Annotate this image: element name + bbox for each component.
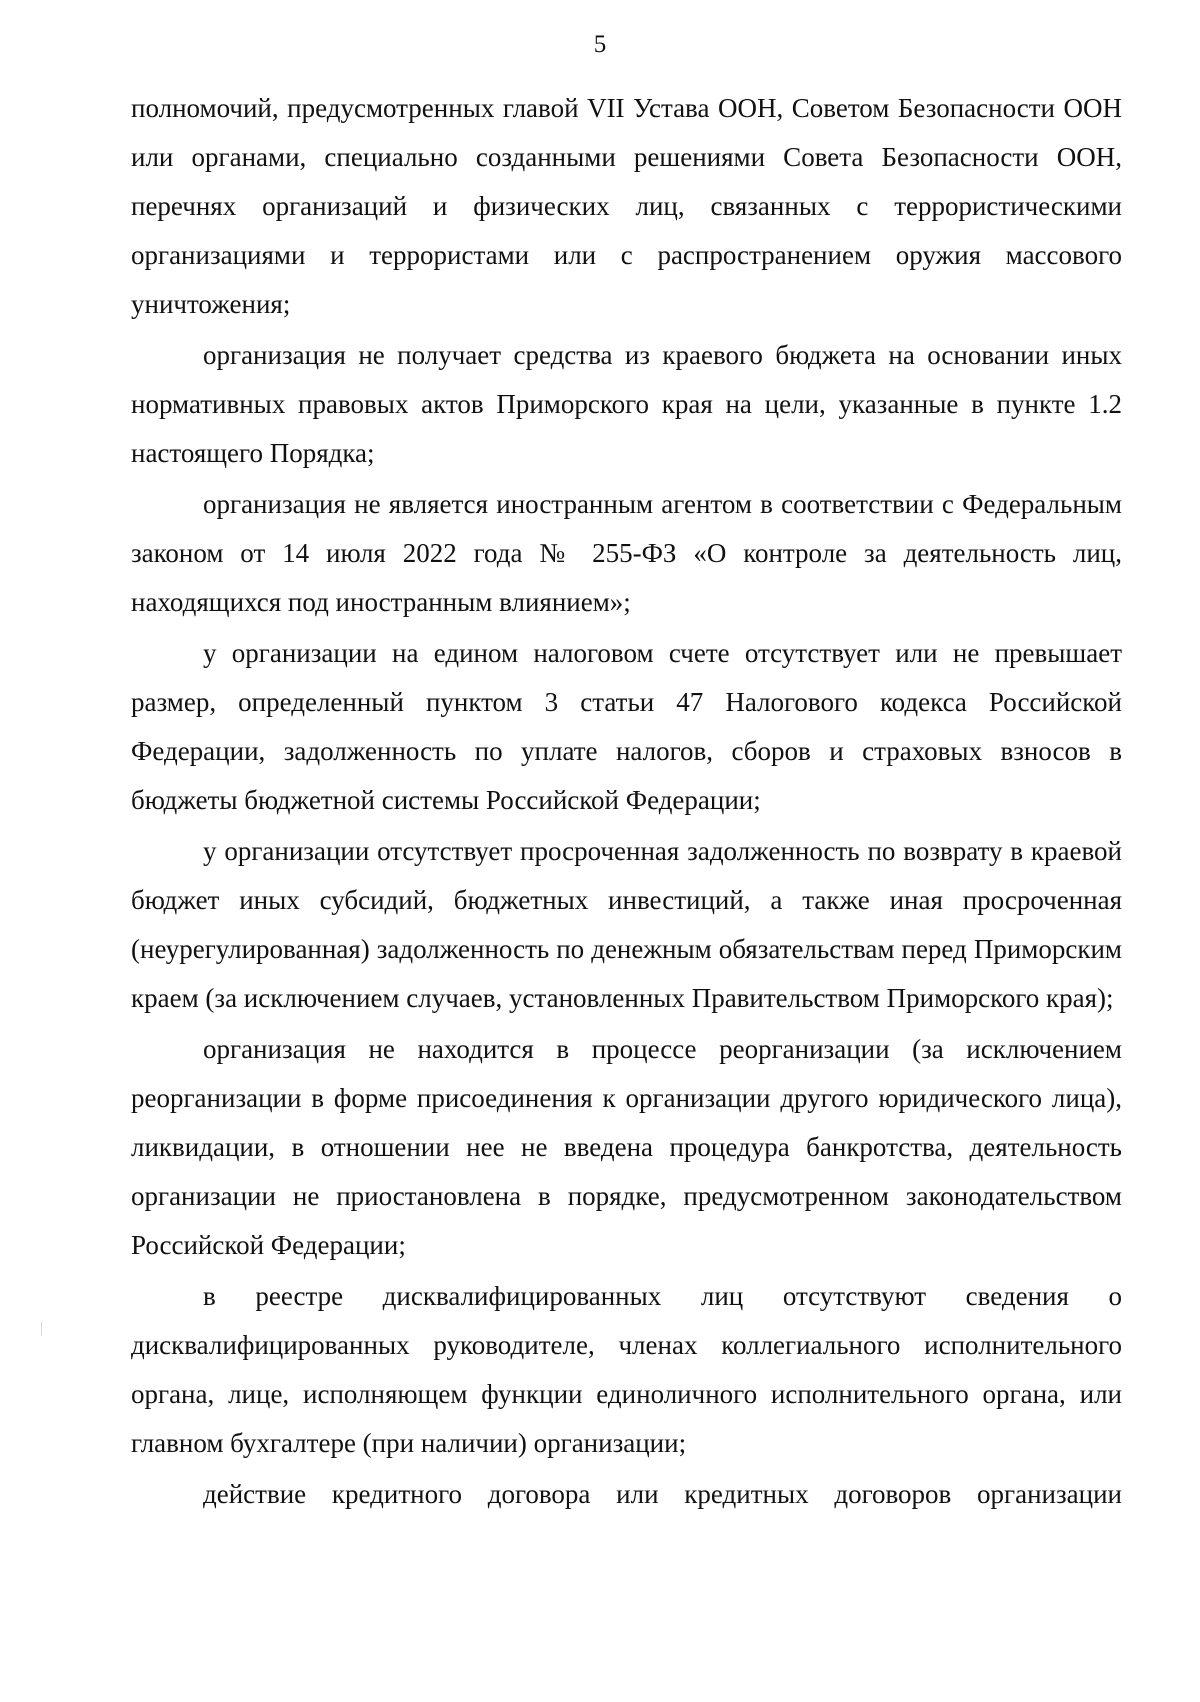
body-text [131, 84, 1122, 1519]
paragraph-disqualified-registry: в реестре дисквалифицированных лиц отсутствуют сведения о дисквалифицированных руководителе, членах коллегиального исполнительного органа, лице, исполняющем функции единоличного исполнительного органа, или главном бухгалтере (при наличии) организации; [131, 1281, 1122, 1458]
page-number: 5 [593, 31, 607, 58]
paragraph-tax-debt: у организации на едином налоговом счете отсутствует или не превышает размер, определенный пунктом 3 статьи 47 Налогового кодекса Российской Федерации, задолженность по уплате налогов, сборов и страховых взносов в бюджеты бюджетной системы Российской Федерации; [131, 638, 1122, 815]
paragraph-continuation: полномочий, предусмотренных главой VII Устава ООН, Советом Безопасности ООН или органами, специально созданными решениями Совета Безопасности ООН, перечнях организаций и физических лиц, связанных с террористическими организациями и террористами или с распространением оружия массового уничтожения; [131, 93, 1122, 319]
paragraph-foreign-agent: организация не является иностранным агентом в соответствии с Федеральным законом от 14 июля 2022 года № 255-ФЗ «О контроле за деятельность лиц, находящихся под иностранным влиянием»; [131, 489, 1122, 617]
scan-artifact [41, 1322, 42, 1336]
paragraph-budget-funds: организация не получает средства из краевого бюджета на основании иных нормативных правовых актов Приморского края на цели, указанные в пункте 1.2 настоящего Порядка; [131, 340, 1122, 468]
paragraph-reorganization: организация не находится в процессе реорганизации (за исключением реорганизации в форме присоединения к организации другого юридического лица), ликвидации, в отношении нее не введена процедура банкротства, деятельность организации не приостановлена в порядке, предусмотренном законодательством Российской Федерации; [131, 1034, 1122, 1260]
paragraph-credit-agreement: действие кредитного договора или кредитных договоров организации [203, 1479, 1122, 1509]
paragraph-overdue-debt: у организации отсутствует просроченная задолженность по возврату в краевой бюджет иных субсидий, бюджетных инвестиций, а также иная просроченная (неурегулированная) задолженность по денежным обязательствам перед Приморским краем (за исключением случаев, установленных Правительством Приморского края); [131, 836, 1122, 1013]
